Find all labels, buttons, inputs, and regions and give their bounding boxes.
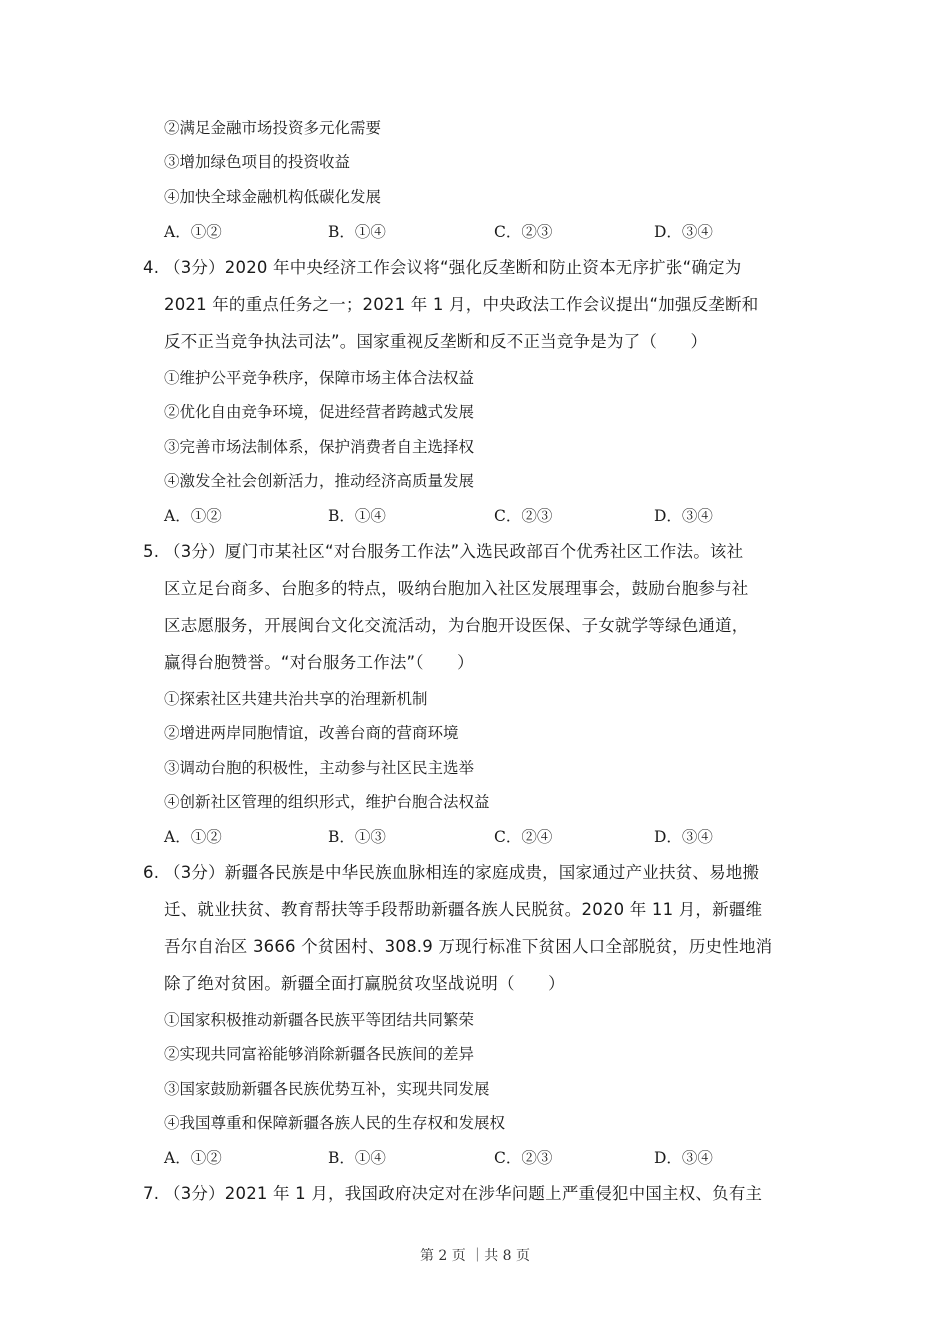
q6-stem-line-1: （3分）新疆各民族是中华民族血脉相连的家庭成贵，国家通过产业扶贫、易地搬 bbox=[164, 863, 760, 882]
q6-option-d: D．③④ bbox=[654, 1149, 713, 1167]
q3-item-4: ④加快全球金融机构低碳化发展 bbox=[164, 188, 382, 206]
q5-option-c: C．②④ bbox=[494, 828, 553, 846]
q5-stem-line-3: 区志愿服务，开展闽台文化交流活动，为台胞开设医保、子女就学等绿色通道， bbox=[164, 616, 749, 635]
q3-option-d: D．③④ bbox=[654, 223, 713, 241]
q7-number: 7. bbox=[143, 1184, 160, 1203]
q4-item-4: ④激发全社会创新活力，推动经济高质量发展 bbox=[164, 472, 475, 490]
q5-item-2: ②增进两岸同胞情谊，改善台商的营商环境 bbox=[164, 724, 459, 742]
q4-item-1: ①维护公平竞争秩序，保障市场主体合法权益 bbox=[164, 369, 475, 387]
q3-option-a: A．①② bbox=[164, 223, 222, 241]
q5-item-3: ③调动台胞的积极性，主动参与社区民主选举 bbox=[164, 759, 475, 777]
page-footer: 第 2 页 ｜共 8 页 bbox=[419, 1248, 531, 1264]
q6-stem-line-3: 吾尔自治区 3666 个贫困村、308.9 万现行标准下贫困人口全部脱贫，历史性地消 bbox=[164, 937, 773, 956]
q4-item-2: ②优化自由竞争环境，促进经营者跨越式发展 bbox=[164, 403, 475, 421]
q6-stem-line-2: 迁、就业扶贫、教育帮扶等手段帮助新疆各族人民脱贫。2020 年 11 月，新疆维 bbox=[164, 900, 763, 919]
q6-number: 6. bbox=[143, 863, 160, 882]
q5-item-4: ④创新社区管理的组织形式，维护台胞合法权益 bbox=[164, 793, 490, 811]
q5-option-a: A．①② bbox=[164, 828, 222, 846]
q3-item-3: ③增加绿色项目的投资收益 bbox=[164, 153, 351, 171]
q5-option-d: D．③④ bbox=[654, 828, 713, 846]
q5-item-1: ①探索社区共建共治共享的治理新机制 bbox=[164, 690, 428, 708]
q5-number: 5. bbox=[143, 542, 160, 561]
q3-option-b: B．①④ bbox=[328, 223, 386, 241]
q6-option-a: A．①② bbox=[164, 1149, 222, 1167]
q6-option-b: B．①④ bbox=[328, 1149, 386, 1167]
q4-stem-line-3: 反不正当竞争执法司法”。国家重视反垄断和反不正当竞争是为了（ ） bbox=[164, 332, 708, 351]
q3-option-c: C．②③ bbox=[494, 223, 553, 241]
q4-item-3: ③完善市场法制体系，保护消费者自主选择权 bbox=[164, 438, 475, 456]
q6-stem-line-4: 除了绝对贫困。新疆全面打赢脱贫攻坚战说明（ ） bbox=[164, 974, 565, 993]
q4-option-a: A．①② bbox=[164, 507, 222, 525]
q6-option-c: C．②③ bbox=[494, 1149, 553, 1167]
q5-stem-line-4: 赢得台胞赞誉。“对台服务工作法”（ ） bbox=[164, 653, 474, 672]
q3-item-2: ②满足金融市场投资多元化需要 bbox=[164, 119, 382, 137]
q6-item-3: ③国家鼓励新疆各民族优势互补，实现共同发展 bbox=[164, 1080, 490, 1098]
q6-item-1: ①国家积极推动新疆各民族平等团结共同繁荣 bbox=[164, 1011, 475, 1029]
q4-option-b: B．①④ bbox=[328, 507, 386, 525]
q6-item-2: ②实现共同富裕能够消除新疆各民族间的差异 bbox=[164, 1045, 475, 1063]
q5-option-b: B．①③ bbox=[328, 828, 386, 846]
q4-option-d: D．③④ bbox=[654, 507, 713, 525]
q4-option-c: C．②③ bbox=[494, 507, 553, 525]
q5-stem-line-1: （3分）厦门市某社区“对台服务工作法”入选民政部百个优秀社区工作法。该社 bbox=[164, 542, 744, 561]
q7-stem-line-1: （3分）2021 年 1 月，我国政府决定对在涉华问题上严重侵犯中国主权、负有主 bbox=[164, 1184, 763, 1203]
q6-item-4: ④我国尊重和保障新疆各族人民的生存权和发展权 bbox=[164, 1114, 506, 1132]
q4-stem-line-2: 2021 年的重点任务之一；2021 年 1 月，中央政法工作会议提出“加强反垄断和 bbox=[164, 295, 759, 314]
q4-number: 4. bbox=[143, 258, 160, 277]
q5-stem-line-2: 区立足台商多、台胞多的特点，吸纳台胞加入社区发展理事会，鼓励台胞参与社 bbox=[164, 579, 749, 598]
q4-stem-line-1: （3分）2020 年中央经济工作会议将“强化反垄断和防止资本无序扩张“确定为 bbox=[164, 258, 742, 277]
